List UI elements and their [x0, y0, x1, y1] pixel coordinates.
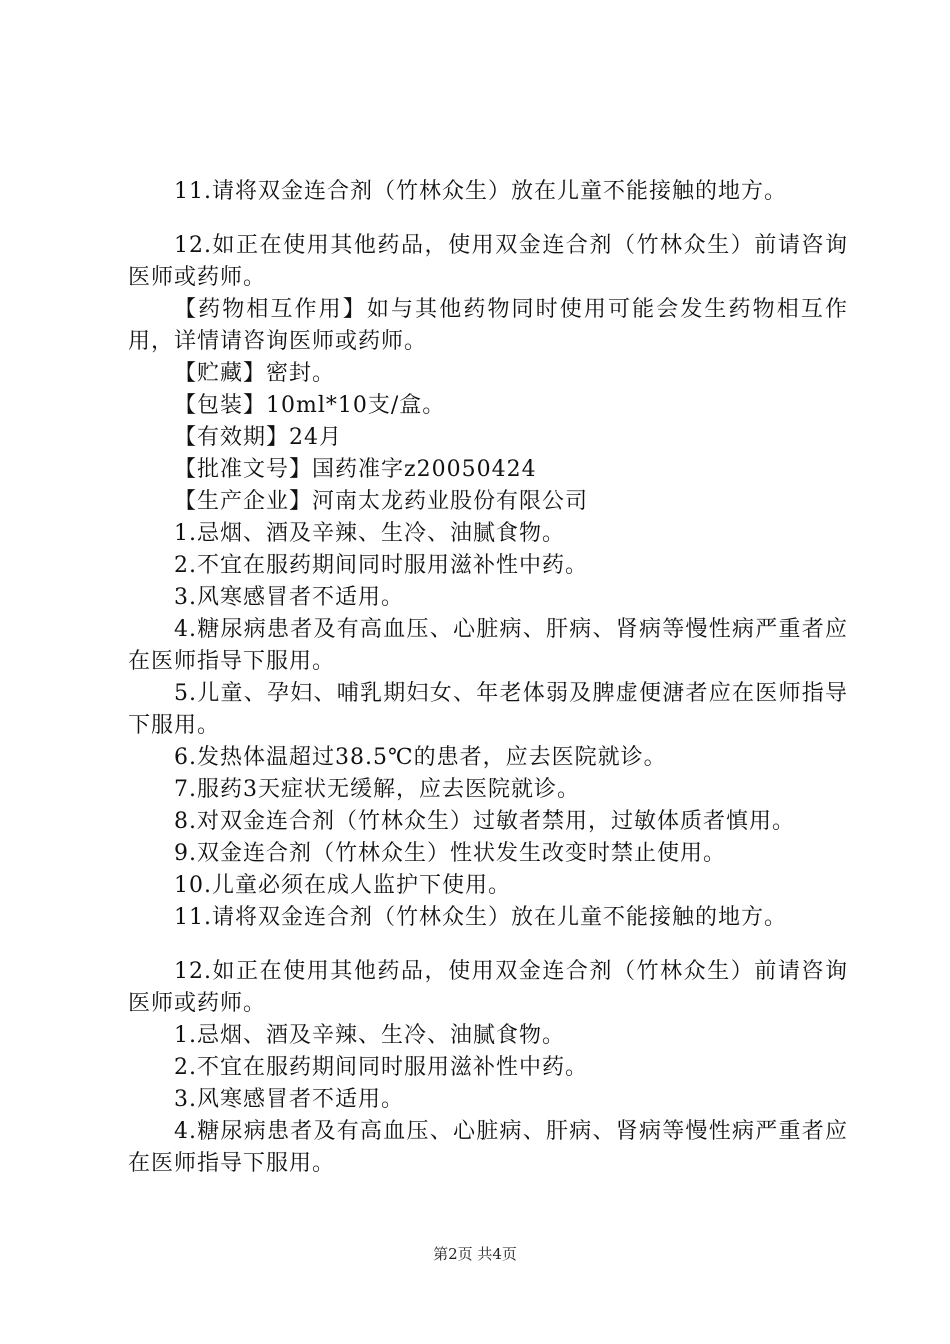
- paragraph: 【批准文号】国药准字z20050424: [174, 457, 537, 482]
- paragraph: 7.服药3天症状无缓解，应去医院就诊。: [174, 777, 580, 802]
- paragraph: 【生产企业】河南太龙药业股份有限公司: [174, 489, 589, 514]
- document-body: [128, 176, 848, 1180]
- paragraph: 【有效期】24月: [174, 425, 342, 450]
- page-footer: [0, 1244, 950, 1264]
- paragraph: 5.儿童、孕妇、哺乳期妇女、年老体弱及脾虚便溏者应在医师指导下服用。: [128, 681, 848, 738]
- paragraph: 10.儿童必须在成人监护下使用。: [174, 873, 511, 898]
- paragraph: 11.请将双金连合剂（竹林众生）放在儿童不能接触的地方。: [174, 179, 787, 204]
- paragraph: 3.风寒感冒者不适用。: [174, 585, 404, 610]
- paragraph: 1.忌烟、酒及辛辣、生冷、油腻食物。: [174, 521, 565, 546]
- paragraph: 11.请将双金连合剂（竹林众生）放在儿童不能接触的地方。: [174, 905, 787, 930]
- paragraph: 2.不宜在服药期间同时服用滋补性中药。: [174, 553, 588, 578]
- paragraph: 4.糖尿病患者及有高血压、心脏病、肝病、肾病等慢性病严重者应在医师指导下服用。: [128, 617, 848, 674]
- paragraph: 3.风寒感冒者不适用。: [174, 1087, 404, 1112]
- paragraph-gap: [128, 208, 848, 230]
- paragraph: 【贮藏】密封。: [174, 361, 336, 386]
- paragraph: 6.发热体温超过38.5℃的患者，应去医院就诊。: [174, 745, 667, 770]
- paragraph: 12.如正在使用其他药品，使用双金连合剂（竹林众生）前请咨询医师或药师。: [128, 233, 848, 290]
- paragraph: 8.对双金连合剂（竹林众生）过敏者禁用，过敏体质者慎用。: [174, 809, 795, 834]
- paragraph: 12.如正在使用其他药品，使用双金连合剂（竹林众生）前请咨询医师或药师。: [128, 959, 848, 1016]
- paragraph: 1.忌烟、酒及辛辣、生冷、油腻食物。: [174, 1023, 565, 1048]
- paragraph-gap: [128, 934, 848, 956]
- page-number-label: 第2页 共4页: [433, 1245, 517, 1263]
- paragraph: 9.双金连合剂（竹林众生）性状发生改变时禁止使用。: [174, 841, 726, 866]
- paragraph: 4.糖尿病患者及有高血压、心脏病、肝病、肾病等慢性病严重者应在医师指导下服用。: [128, 1119, 848, 1176]
- paragraph: 【药物相互作用】如与其他药物同时使用可能会发生药物相互作用，详情请咨询医师或药师。: [128, 297, 848, 354]
- paragraph: 2.不宜在服药期间同时服用滋补性中药。: [174, 1055, 588, 1080]
- paragraph: 【包装】10ml*10支/盒。: [174, 393, 446, 418]
